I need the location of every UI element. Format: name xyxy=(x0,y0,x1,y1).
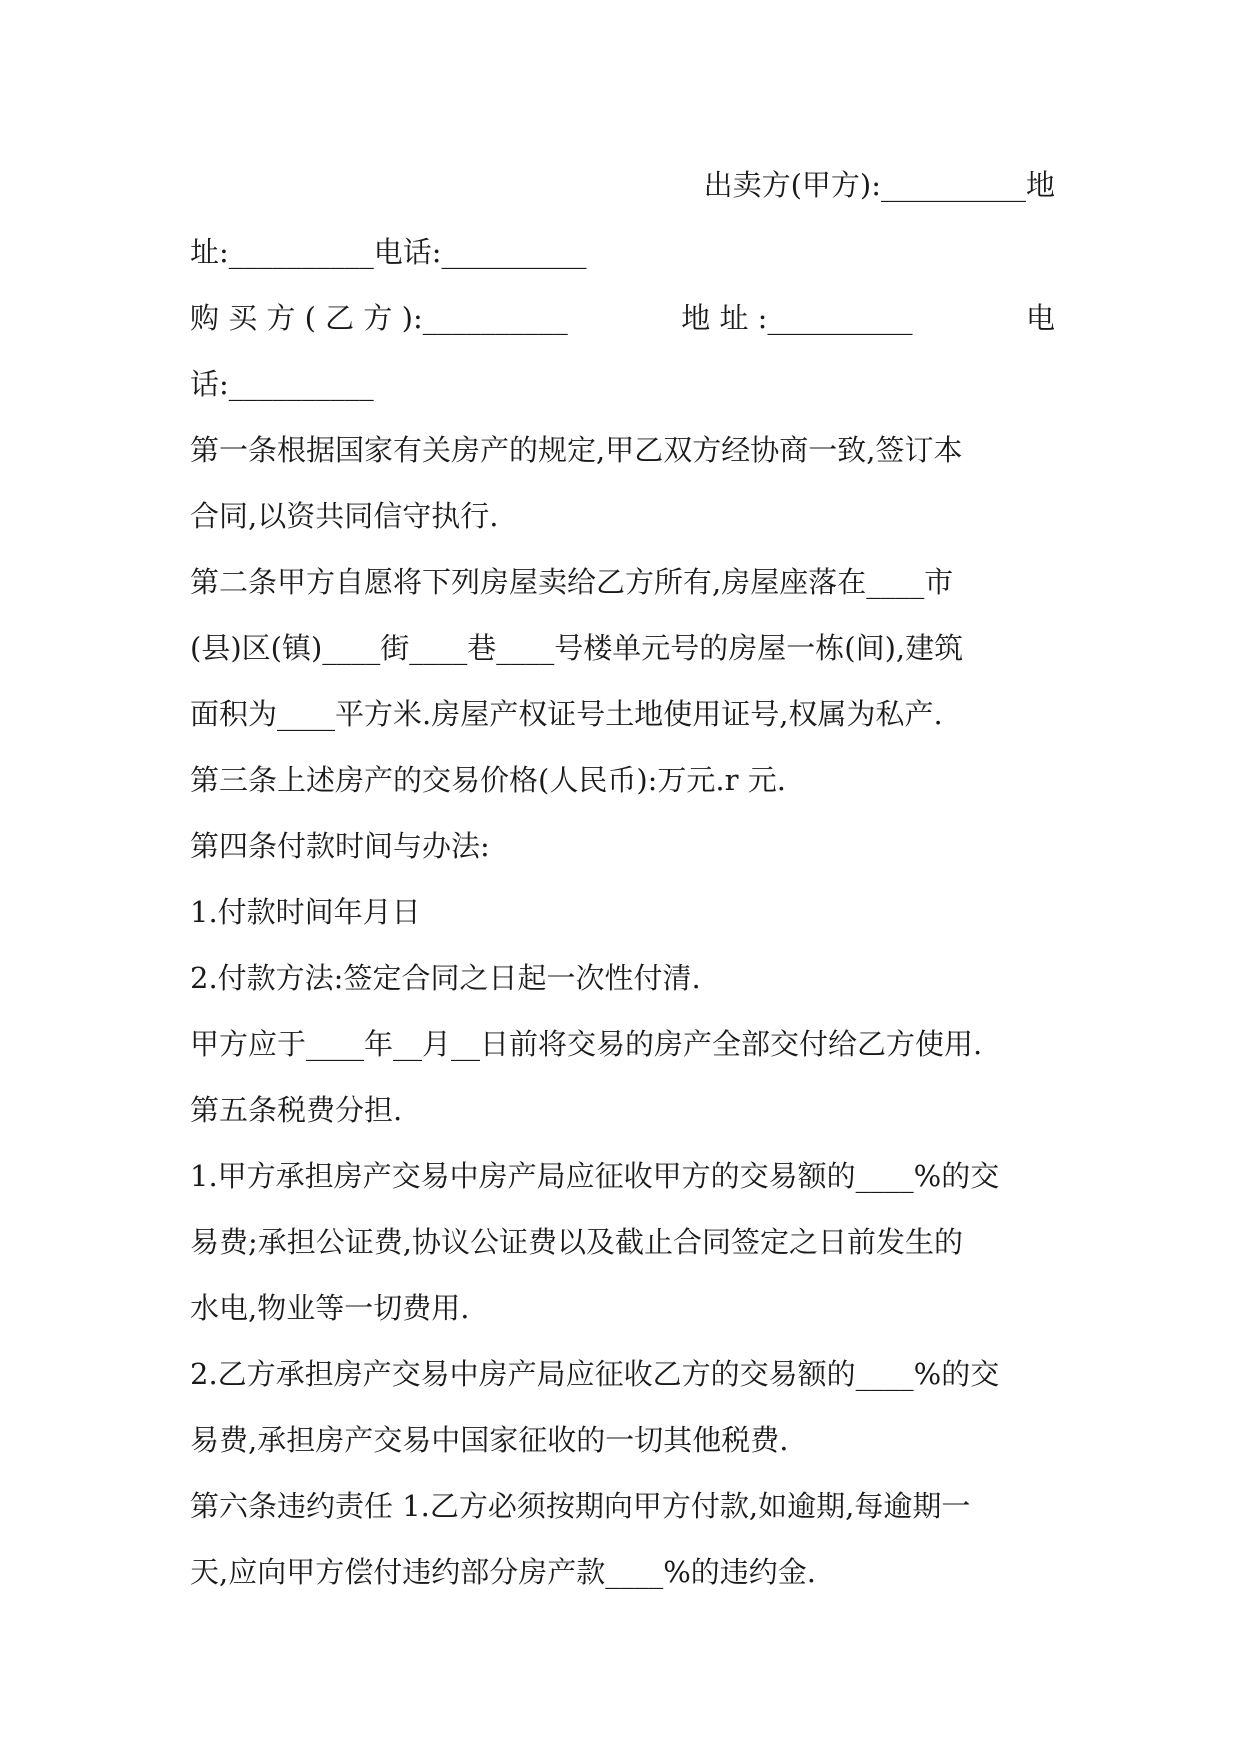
article-5-item-1-line-1: 1.甲方承担房产交易中房产局应征收甲方的交易额的____%的交 xyxy=(190,1159,1000,1193)
buyer-label: 购 买 方 ( 乙 方 ):__________ xyxy=(190,301,568,335)
article-2-line-3: 面积为____平方米.房屋产权证号土地使用证号,权属为私产. xyxy=(190,697,943,731)
article-4-item-2: 2.付款方法:签定合同之日起一次性付清. xyxy=(190,961,701,995)
seller-line: 出卖方(甲方):__________地 xyxy=(703,168,1055,202)
article-5-item-1-line-3: 水电,物业等一切费用. xyxy=(190,1291,470,1325)
article-4-item-1: 1.付款时间年月日 xyxy=(190,895,421,929)
article-2-line-2: (县)区(镇)____街____巷____号楼单元号的房屋一栋(间),建筑 xyxy=(190,631,964,665)
article-4-heading: 第四条付款时间与办法: xyxy=(190,829,490,863)
article-5-heading: 第五条税费分担. xyxy=(190,1093,403,1127)
seller-address-phone-line: 址:__________电话:__________ xyxy=(190,235,587,269)
buyer-line xyxy=(190,298,1055,338)
article-6-line-2: 天,应向甲方偿付违约部分房产款____%的违约金. xyxy=(190,1555,816,1589)
article-3: 第三条上述房产的交易价格(人民币):万元.r 元. xyxy=(190,763,786,797)
buyer-phone-line: 话:__________ xyxy=(190,367,374,401)
article-1-line-1: 第一条根据国家有关房产的规定,甲乙双方经协商一致,签订本 xyxy=(190,433,963,467)
article-2-line-1: 第二条甲方自愿将下列房屋卖给乙方所有,房屋座落在____市 xyxy=(190,565,954,599)
article-5-item-2-line-2: 易费,承担房产交易中国家征收的一切其他税费. xyxy=(190,1423,789,1457)
article-1-line-2: 合同,以资共同信守执行. xyxy=(190,499,499,533)
article-5-item-1-line-2: 易费;承担公证费,协议公证费以及截止合同签定之日前发生的 xyxy=(190,1225,963,1259)
buyer-address: 地 址 :__________ xyxy=(681,301,913,335)
article-6-line-1: 第六条违约责任 1.乙方必须按期向甲方付款,如逾期,每逾期一 xyxy=(190,1489,971,1523)
article-4-delivery: 甲方应于____年__月__日前将交易的房产全部交付给乙方使用. xyxy=(190,1027,983,1061)
article-5-item-2-line-1: 2.乙方承担房产交易中房产局应征收乙方的交易额的____%的交 xyxy=(190,1357,1000,1391)
buyer-phone-start: 电 xyxy=(1025,301,1055,335)
